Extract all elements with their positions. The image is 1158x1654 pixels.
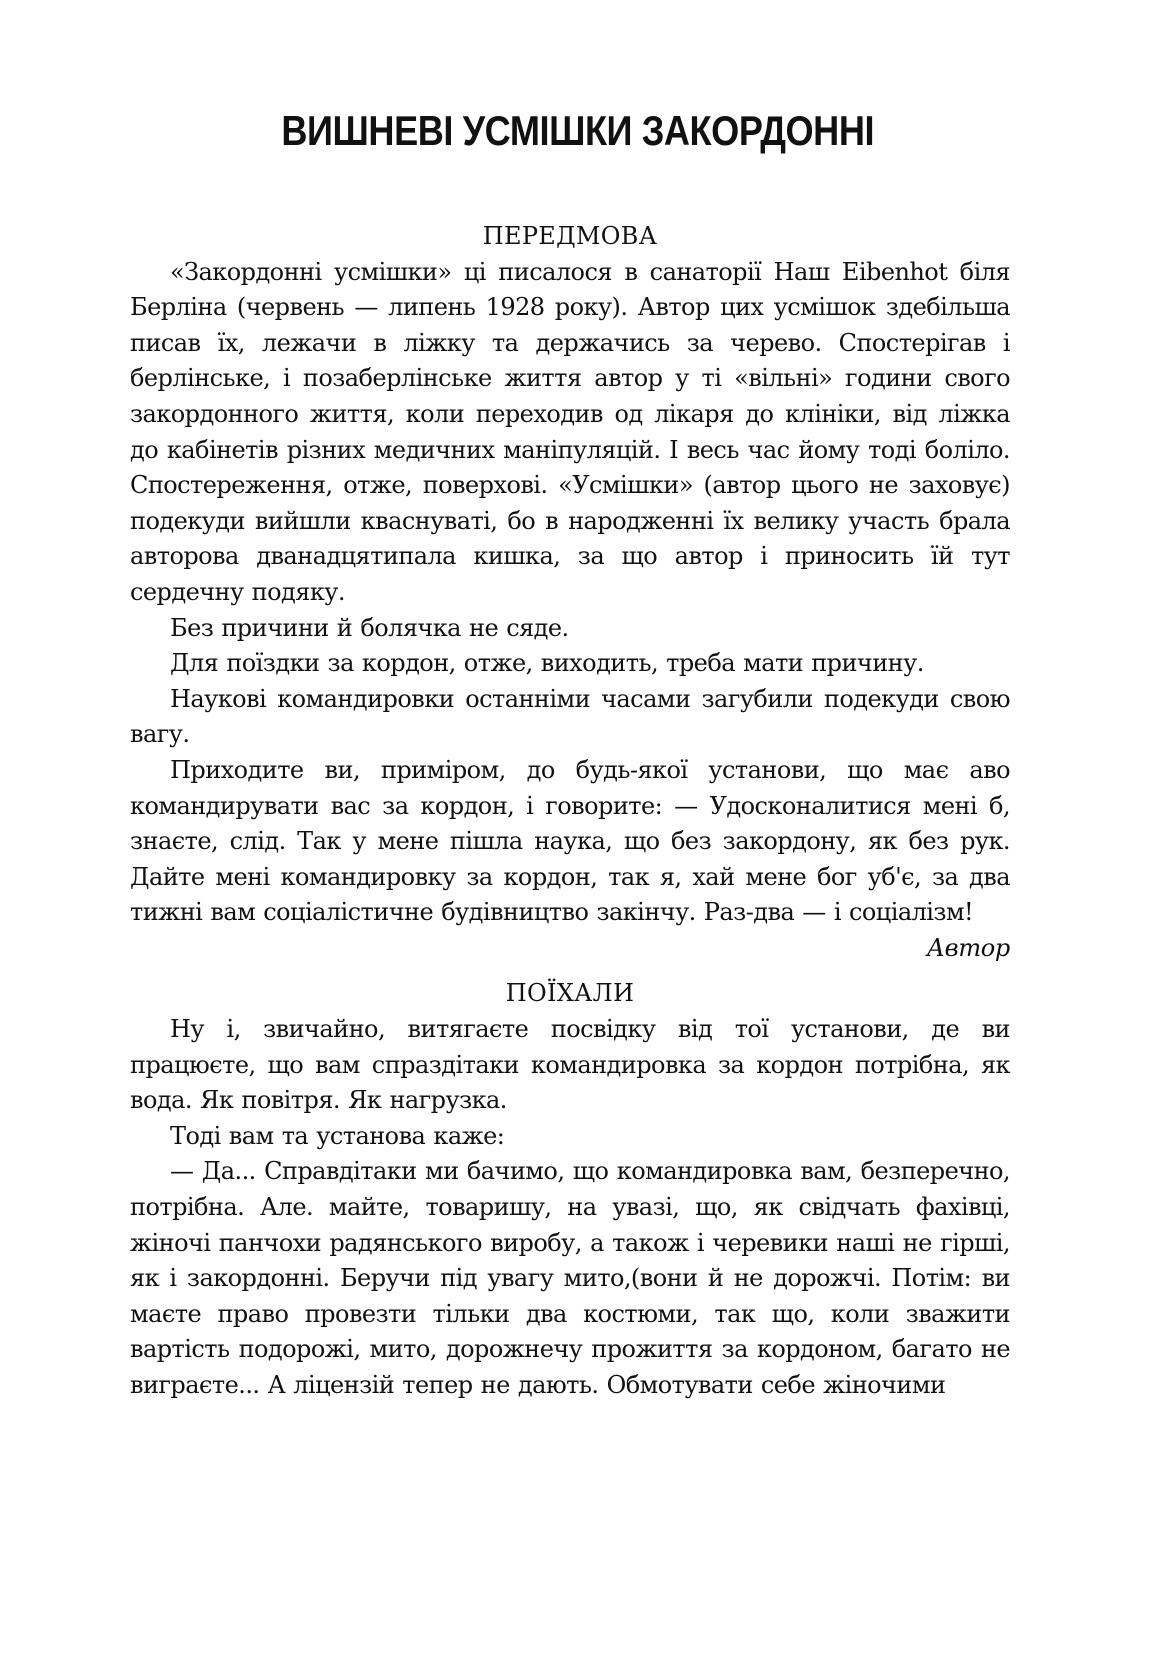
section-heading-chapter xyxy=(130,976,1010,1012)
chapter-heading: ПОЇХАЛИ xyxy=(505,979,635,1008)
text-body xyxy=(130,219,1010,1404)
preface-heading: ПЕРЕДМОВА xyxy=(482,222,658,250)
paragraph: Наукові командировки останніми часами загубили подекуди свою вагу. xyxy=(130,684,1010,749)
paragraph: Тоді вам та установа каже: xyxy=(170,1121,505,1150)
paragraph: «Закордонні усмішки» ці писалося в санаторії Наш Eibenhot біля Берліна (червень — липень 1928 року). Автор цих усмішок здебільша писав їх, лежачи в ліжку та держачись за черево. Спостерігав і берлінське, і позаберлінське життя автор у ті «вільні» години свого закордонного життя, коли переходив од лікаря до клініки, від ліжка до кабінетів різних медичних маніпуляцій. І весь час йому тоді боліло. Спостереження, отже, поверхові. «Усмішки» (автор цього не заховує) подекуди вийшли кваснуваті, бо в народженні їх велику участь брала авторова дванадцятипала кишка, за що автор і приносить їй тут сердечну подяку. xyxy=(130,257,1010,606)
author-signature: Автор xyxy=(926,933,1010,962)
paragraph: Для поїздки за кордон, отже, виходить, треба мати причину. xyxy=(170,649,924,678)
paragraph: Приходите ви, приміром, до будь-якої установи, що має аво командирувати вас за кордон, і говорите: — Удосконалитися мені б, знаєте, слід. Так у мене пішла наука, що без закордону, як без рук. Дайте мені командировку за кордон, так я, хай мене бог уб'є, за два тижні вам соціалістичне будівництво закінчу. Раз-два — і соціалізм! xyxy=(130,755,1010,927)
paragraph: — Да... Справдітаки ми бачимо, що командировка вам, безперечно, потрібна. Але. майте, товаришу, на увазі, що, як свідчать фахівці, жіночі панчохи радянського виробу, а також і черевики наші не гірші, як і закордонні. Беручи під увагу мито,(вони й не дорожчі. Потім: ви маєте право провезти тільки два костюми, так що, коли зважити вартість подорожі, мито, дорожнечу прожиття за кордоном, багато не виграєте... А ліцензій тепер не дають. Обмотувати себе жіночими xyxy=(130,1157,1010,1399)
paragraph: Ну і, звичайно, витягаєте посвідку від тої установи, де ви працюєте, що вам спраздітаки командировка за кордон потрібна, як вода. Як повітря. Як нагрузка. xyxy=(130,1015,1010,1115)
page-title: ВИШНЕВІ УСМІШКИ ЗАКОРДОННІ xyxy=(281,107,875,154)
section-heading-preface xyxy=(130,219,1010,255)
paragraph: Без причини й болячка не сяде. xyxy=(170,613,569,642)
